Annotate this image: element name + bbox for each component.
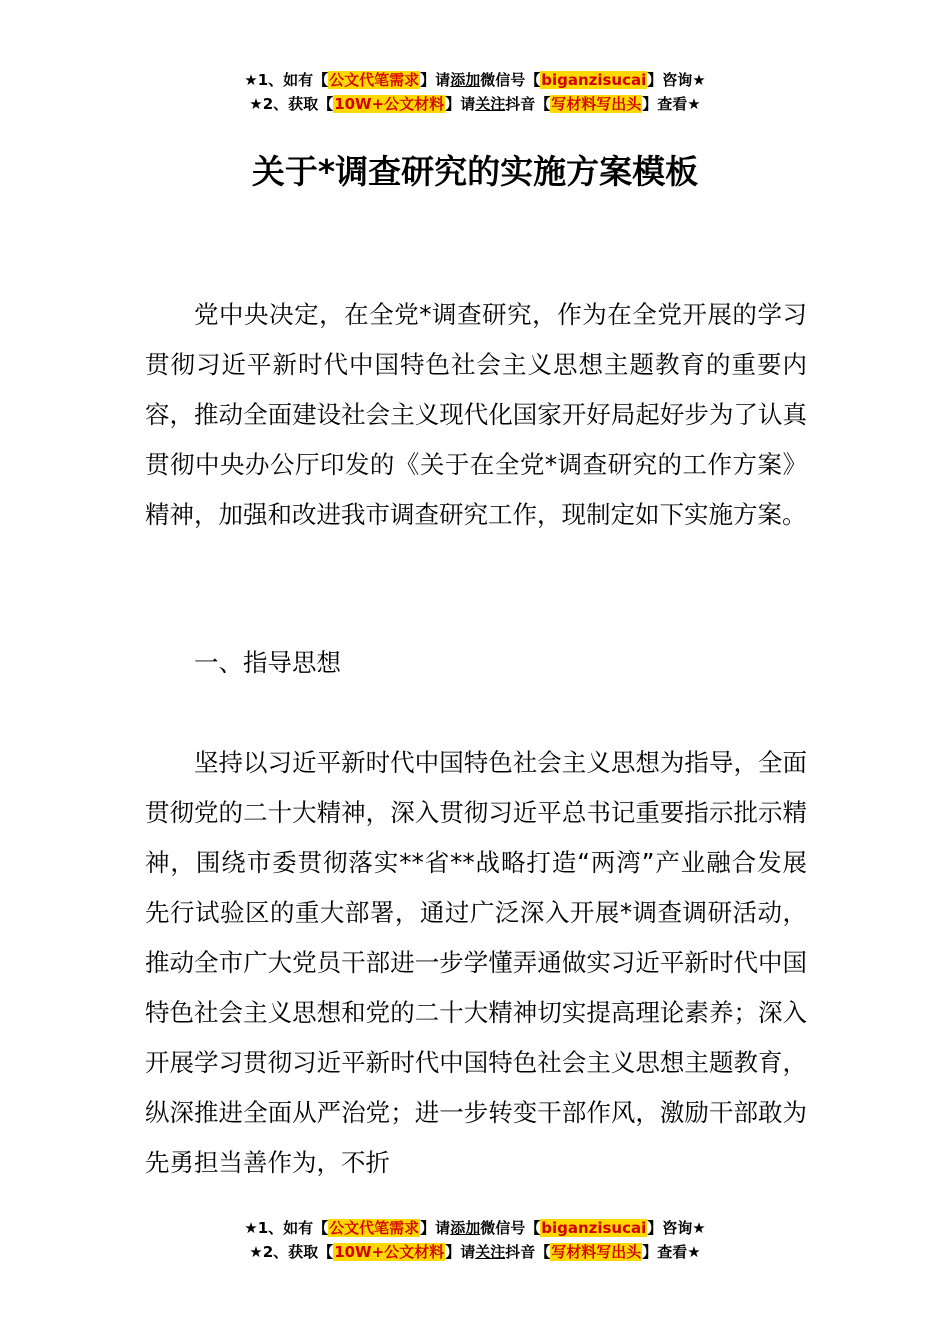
banner-highlight: 公文代笔需求 — [329, 1219, 420, 1237]
banner-text: ★2、获取【 — [249, 95, 334, 113]
banner-highlight: biganzisucai — [541, 71, 647, 89]
heading-text: 一、指导思想 — [194, 648, 341, 677]
header-banner — [0, 68, 950, 116]
banner-text: 抖音【 — [505, 1243, 551, 1261]
banner-underline: 关注 — [475, 95, 506, 113]
banner-text: ★1、如有【 — [244, 1219, 329, 1237]
banner-line-2 — [0, 92, 950, 116]
banner-text: 】请 — [445, 95, 476, 113]
banner-line-1 — [0, 1216, 950, 1240]
banner-underline: 添加 — [450, 1219, 481, 1237]
footer-banner — [0, 1216, 950, 1264]
banner-highlight: 10W+公文材料 — [334, 95, 445, 113]
banner-underline: 关注 — [475, 1243, 506, 1261]
banner-highlight: 10W+公文材料 — [334, 1243, 445, 1261]
banner-text: 微信号【 — [480, 1219, 541, 1237]
paragraph-text: 党中央决定，在全党*调查研究，作为在全党开展的学习贯彻习近平新时代中国特色社会主义思想主题教育的重要内容，推动全面建设社会主义现代化国家开好局起好步为了认真贯彻中央办公厅印发的《关于在全党*调查研究的工作方案》精神，加强和改进我市调查研究工作，现制定如下实施方案。 — [145, 300, 807, 529]
banner-highlight: biganzisucai — [541, 1219, 647, 1237]
banner-text: 微信号【 — [480, 71, 541, 89]
banner-text: 】请 — [445, 1243, 476, 1261]
banner-highlight: 公文代笔需求 — [329, 71, 420, 89]
banner-underline: 添加 — [450, 71, 481, 89]
paragraph-intro — [145, 290, 807, 540]
banner-text: ★1、如有【 — [244, 71, 329, 89]
banner-text: ★2、获取【 — [249, 1243, 334, 1261]
banner-text: 】请 — [420, 1219, 451, 1237]
banner-line-2 — [0, 1240, 950, 1264]
banner-line-1 — [0, 68, 950, 92]
section-heading — [145, 638, 807, 688]
banner-text: 】请 — [420, 71, 451, 89]
banner-text: 】查看★ — [642, 1243, 701, 1261]
banner-text: 】咨询★ — [647, 71, 706, 89]
document-title: 关于*调查研究的实施方案模板 — [251, 152, 699, 191]
paragraph-text: 坚持以习近平新时代中国特色社会主义思想为指导，全面贯彻党的二十大精神，深入贯彻习近平总书记重要指示批示精神，围绕市委贯彻落实**省**战略打造“两湾”产业融合发展先行试验区的重大部署，通过广泛深入开展*调查调研活动，推动全市广大党员干部进一步学懂弄通做实习近平新时代中国特色社会主义思想和党的二十大精神切实提高理论素养；深入开展学习贯彻习近平新时代中国特色社会主义思想主题教育，纵深推进全面从严治党；进一步转变干部作风，激励干部敢为先勇担当善作为，不折 — [145, 748, 807, 1177]
banner-highlight: 写材料写出头 — [551, 95, 642, 113]
banner-text: 】查看★ — [642, 95, 701, 113]
paragraph-guiding-thought — [145, 738, 807, 1188]
banner-text: 】咨询★ — [647, 1219, 706, 1237]
banner-text: 抖音【 — [505, 95, 551, 113]
banner-highlight: 写材料写出头 — [551, 1243, 642, 1261]
